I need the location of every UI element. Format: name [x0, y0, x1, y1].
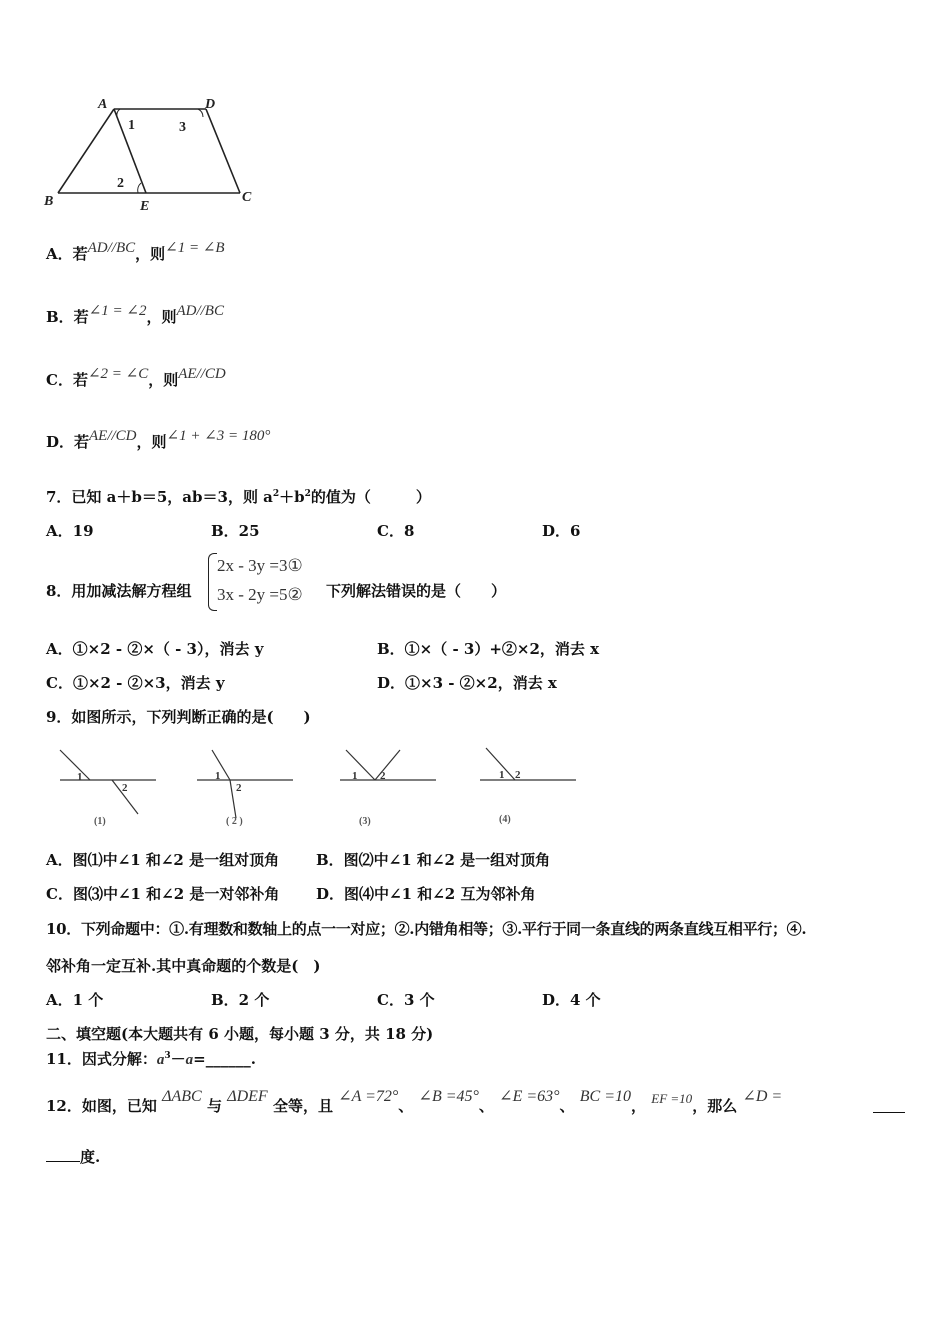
fig4-caption: (4): [499, 814, 511, 825]
fig4-angle-2: 2: [515, 769, 521, 781]
fig1-angle-2: 2: [122, 782, 128, 794]
option-sep: ，则: [146, 308, 177, 326]
q10-option-c: C．3 个: [377, 991, 435, 1009]
option-label: C．若: [46, 371, 88, 389]
q12-sep: 、: [398, 1097, 414, 1115]
q9-option-d: D．图⑷中∠1 和∠2 互为邻补角: [316, 885, 536, 903]
fig1-angle-1: 1: [77, 771, 83, 783]
option-condition: AD//BC: [87, 240, 136, 256]
q12-tail: ，那么: [692, 1097, 738, 1115]
label-B: B: [44, 194, 54, 209]
q8-stem-post: 下列解法错误的是（ ）: [326, 582, 507, 600]
option-label: A．若: [46, 245, 88, 263]
q7-exponent: 2: [272, 489, 280, 499]
q8-option-d: D．①×3 - ②×2，消去 x: [377, 674, 557, 692]
option-conclusion: ∠1 + ∠3 = 180°: [166, 428, 271, 444]
q7-option-c: C．8: [377, 522, 415, 540]
q10-stem-line-1: 10．下列命题中：①.有理数和数轴上的点一一对应；②.内错角相等；③.平行于同一条直线的两条直线互相平行；④.: [46, 920, 807, 938]
q11-answer-blank: =______.: [193, 1050, 256, 1068]
q11-exponent: 3: [164, 1051, 171, 1061]
option-conclusion: AD//BC: [176, 303, 224, 319]
q12-pre: 12．如图，已知: [46, 1097, 157, 1115]
section-title: 二、填空题(本大题共有 6 小题，每小题 3 分，共 18 分): [46, 1025, 434, 1043]
label-2: 2: [117, 176, 124, 191]
q10-option-a: A．1 个: [46, 991, 104, 1009]
q7-option-a: A．19: [46, 522, 94, 540]
q9-option-a: A．图⑴中∠1 和∠2 是一组对顶角: [46, 851, 280, 869]
q6-option-c: [46, 366, 226, 390]
label-D: D: [205, 97, 216, 112]
q12-angle-a: ∠A =72°: [338, 1088, 399, 1105]
q6-option-d: [46, 428, 271, 452]
q7-stem-part: 的值为（ ）: [310, 488, 431, 506]
option-conclusion: ∠1 = ∠B: [165, 240, 225, 256]
option-conclusion: AE//CD: [178, 366, 226, 382]
fig1-caption: (1): [94, 816, 106, 827]
fig2-angle-1: 1: [215, 770, 221, 782]
q9-option-b: B．图⑵中∠1 和∠2 是一组对顶角: [316, 851, 551, 869]
option-sep: ，则: [135, 245, 166, 263]
q12-answer-blank-1: [873, 1112, 905, 1113]
trapezoid-figure: [40, 95, 270, 220]
q8-option-c: C．①×2 - ②×3，消去 y: [46, 674, 225, 692]
q10-option-d: D．4 个: [542, 991, 601, 1009]
q7-stem-part: 7．已知 a＋b＝5，ab＝3，则 a: [46, 488, 273, 506]
q12-sep: 、: [478, 1097, 494, 1115]
option-label: D．若: [46, 433, 90, 451]
fig3-caption: (3): [359, 816, 371, 827]
equation-brace: [208, 553, 217, 611]
q9-option-c: C．图⑶中∠1 和∠2 是一对邻补角: [46, 885, 280, 903]
q12-angle-b: ∠B =45°: [418, 1088, 479, 1105]
option-sep: ，则: [136, 433, 167, 451]
q12-stem: [46, 1088, 783, 1116]
q11-minus: －: [170, 1050, 186, 1068]
q12-angle-d: ∠D =: [742, 1088, 783, 1105]
q12-word: 与: [206, 1097, 222, 1115]
fig2-angle-2: 2: [236, 782, 242, 794]
fig3-angle-2: 2: [380, 770, 386, 782]
q6-option-a: [46, 240, 225, 264]
label-E: E: [140, 199, 150, 214]
q11-var: a: [156, 1052, 165, 1068]
label-1: 1: [128, 118, 135, 133]
q9-stem: 9．如图所示，下列判断正确的是( ): [46, 708, 311, 726]
q12-bc: BC =10: [579, 1088, 632, 1105]
fig4-angle-1: 1: [499, 769, 505, 781]
q12-triangle-def: ΔDEF: [227, 1088, 268, 1105]
q8-stem-pre: 8．用加减法解方程组: [46, 582, 192, 600]
q11-pre: 11．因式分解：: [46, 1050, 157, 1068]
q7-stem: [46, 486, 431, 507]
q6-option-b: [46, 303, 224, 327]
label-A: A: [98, 97, 108, 112]
fig2-caption: ( 2 ): [226, 816, 243, 827]
q11-stem: [46, 1048, 256, 1069]
q12-sep: 、: [559, 1097, 575, 1115]
option-condition: ∠2 = ∠C: [87, 366, 149, 382]
q7-stem-part: ＋b: [279, 488, 305, 506]
q10-stem-line-2: 邻补角一定互补.其中真命题的个数是( ): [46, 957, 321, 975]
option-sep: ，则: [148, 371, 179, 389]
q12-unit: 度.: [80, 1148, 101, 1166]
q10-option-b: B．2 个: [211, 991, 270, 1009]
option-condition: ∠1 = ∠2: [88, 303, 147, 319]
q7-exponent: 2: [304, 489, 311, 499]
q8-equation-1: 2x - 3y =3①: [217, 556, 303, 575]
q8-equation-2: 3x - 2y =5②: [217, 585, 303, 604]
option-condition: AE//CD: [89, 428, 137, 444]
angle-figures: [50, 738, 590, 833]
fig3-angle-1: 1: [352, 770, 358, 782]
q8-option-b: B．①×（ - 3）+②×2，消去 x: [377, 640, 600, 658]
option-label: B．若: [46, 308, 89, 326]
q8-option-a: A．①×2 - ②×（ - 3），消去 y: [46, 640, 264, 658]
q12-ef: EF =10: [651, 1091, 693, 1106]
q12-answer-blank-2: [46, 1161, 80, 1162]
q12-angle-e: ∠E =63°: [499, 1088, 560, 1105]
label-C: C: [242, 190, 252, 205]
q12-sep: ，: [631, 1097, 647, 1115]
q12-word: 全等，且: [272, 1097, 333, 1115]
q7-option-b: B．25: [211, 522, 260, 540]
q7-option-d: D．6: [542, 522, 581, 540]
q11-var-2: a: [185, 1052, 194, 1068]
q12-triangle-abc: ΔABC: [162, 1088, 202, 1105]
label-3: 3: [179, 120, 186, 135]
